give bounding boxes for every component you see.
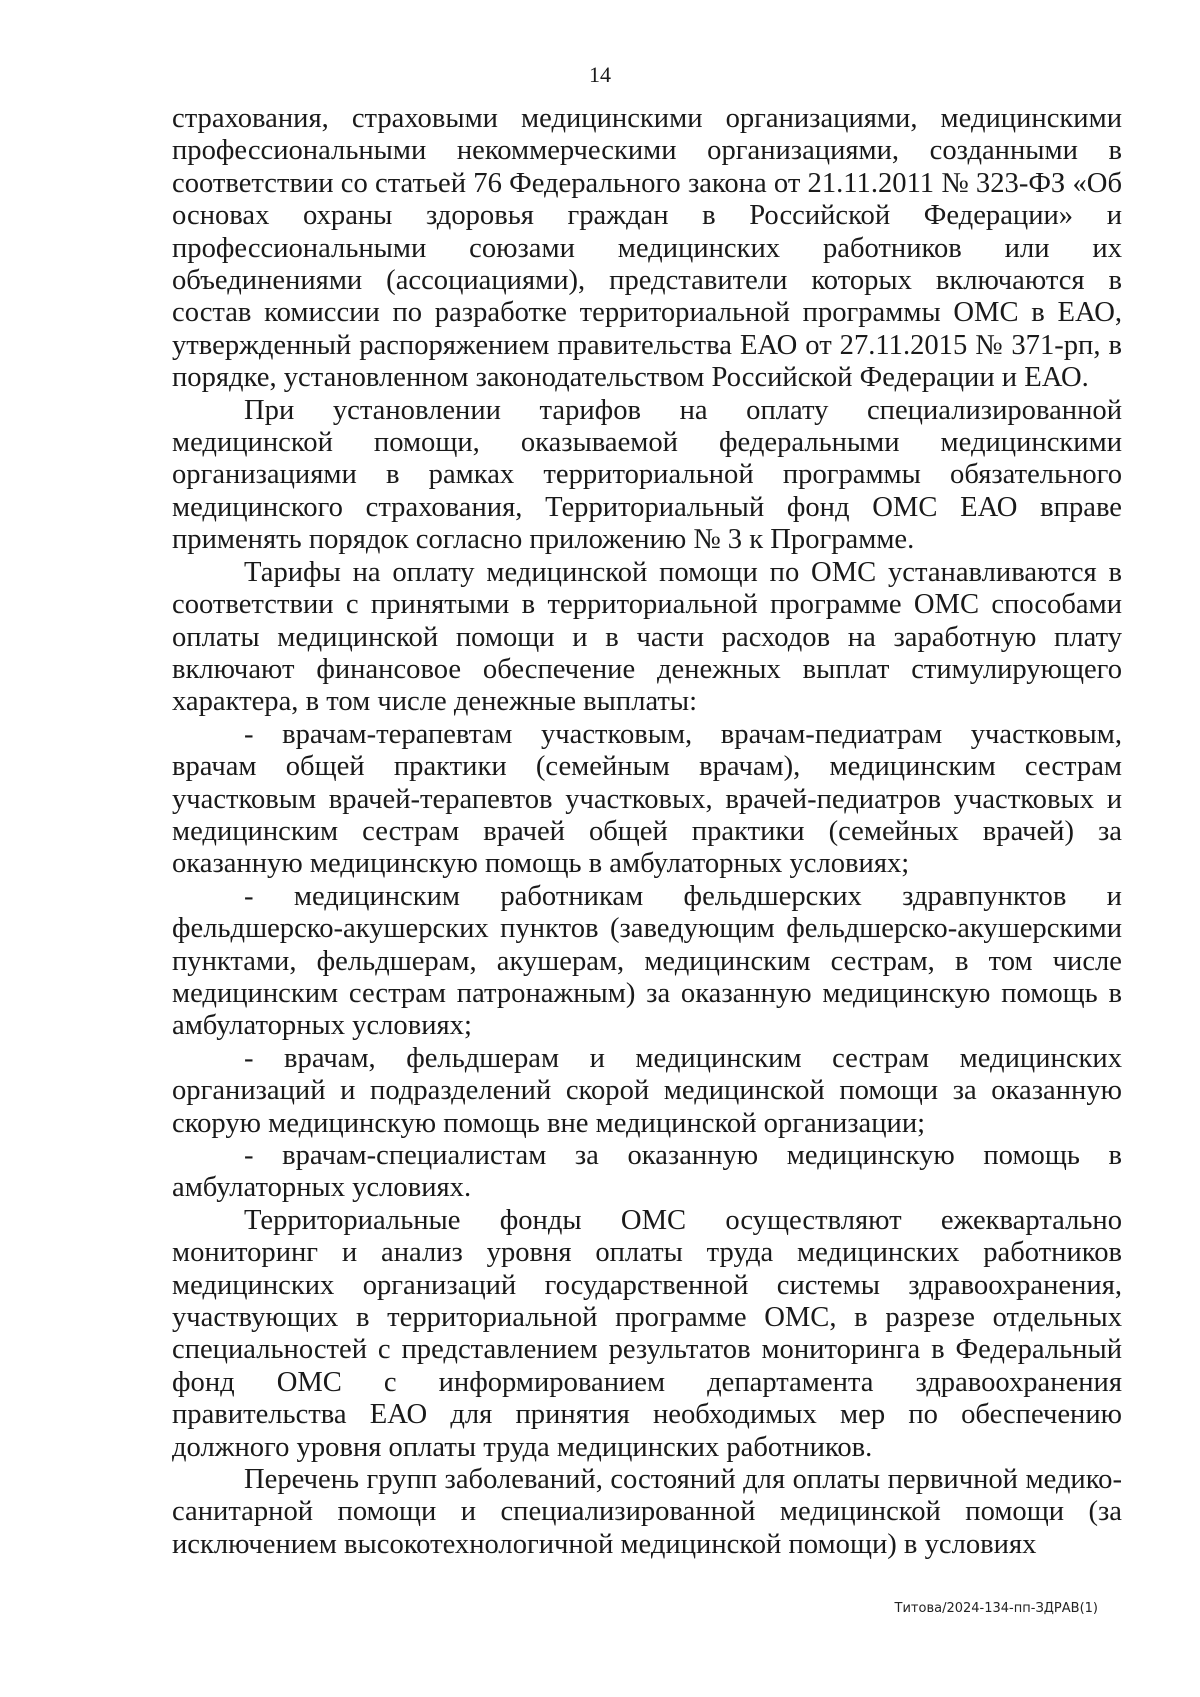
paragraph-continuation: страхования, страховыми медицинскими организациями, медицинскими профессиональными некоммерческими организациями, созданными в соответствии со статьей 76 Федерального закона от 21.11.2011 № 323-ФЗ «Об основах охраны здоровья граждан в Российской Федерации» и профессиональными союзами медицинских работников или их объединениями (ассоциациями), представители которых включаются в состав комиссии по разработке территориальной программы ОМС в ЕАО, утвержденный распоряжением правительства ЕАО от 27.11.2015 № 371-рп, в порядке, установленном законодательством Российской Федерации и ЕАО. xyxy=(172,103,1122,394)
paragraph-tariffs-federal: При установлении тарифов на оплату специализированной медицинской помощи, оказываемой федеральными медицинскими организациями в рамках территориальной программы обязательного медицинского страхования, Территориальный фонд ОМС ЕАО вправе применять порядок согласно приложению № 3 к Программе. xyxy=(172,394,1122,556)
list-item-feldsher-staff: - медицинским работникам фельдшерских здравпунктов и фельдшерско-акушерских пунктов (заведующим фельдшерско-акушерскими пунктами, фельдшерам, акушерам, медицинским сестрам, в том числе медицинским сестрам патронажным) за оказанную медицинскую помощь в амбулаторных условиях; xyxy=(172,880,1122,1042)
document-body xyxy=(172,103,1122,1561)
paragraph-disease-groups: Перечень групп заболеваний, состояний для оплаты первичной медико-санитарной помощи и специализированной медицинской помощи (за исключением высокотехнологичной медицинской помощи) в условиях xyxy=(172,1464,1122,1560)
paragraph-monitoring: Территориальные фонды ОМС осуществляют ежеквартально мониторинг и анализ уровня оплаты труда медицинских работников медицинских организаций государственной системы здравоохранения, участвующих в территориальной программе ОМС, в разрезе отдельных специальностей с представлением результатов мониторинга в Федеральный фонд ОМС с информированием департамента здравоохранения правительства ЕАО для принятия необходимых мер по обеспечению должного уровня оплаты труда медицинских работников. xyxy=(172,1204,1122,1463)
list-item-specialists: - врачам-специалистам за оказанную медицинскую помощь в амбулаторных условиях. xyxy=(172,1140,1122,1204)
list-item-emergency-staff: - врачам, фельдшерам и медицинским сестрам медицинских организаций и подразделений скорой медицинской помощи за оказанную скорую медицинскую помощь вне медицинской организации; xyxy=(172,1042,1122,1139)
page-number: 14 xyxy=(589,62,611,87)
document-code: Титова/2024-134-пп-ЗДРАВ(1) xyxy=(894,1601,1098,1616)
list-item-district-doctors: - врачам-терапевтам участковым, врачам-педиатрам участковым, врачам общей практики (семейным врачам), медицинским сестрам участковым врачей-терапевтов участковых, врачей-педиатров участковых и медицинским сестрам врачей общей практики (семейных врачей) за оказанную медицинскую помощь в амбулаторных условиях; xyxy=(172,718,1122,880)
paragraph-tariffs-oms: Тарифы на оплату медицинской помощи по ОМС устанавливаются в соответствии с принятыми в территориальной программе ОМС способами оплаты медицинской помощи и в части расходов на заработную плату включают финансовое обеспечение денежных выплат стимулирующего характера, в том числе денежные выплаты: xyxy=(172,556,1122,718)
